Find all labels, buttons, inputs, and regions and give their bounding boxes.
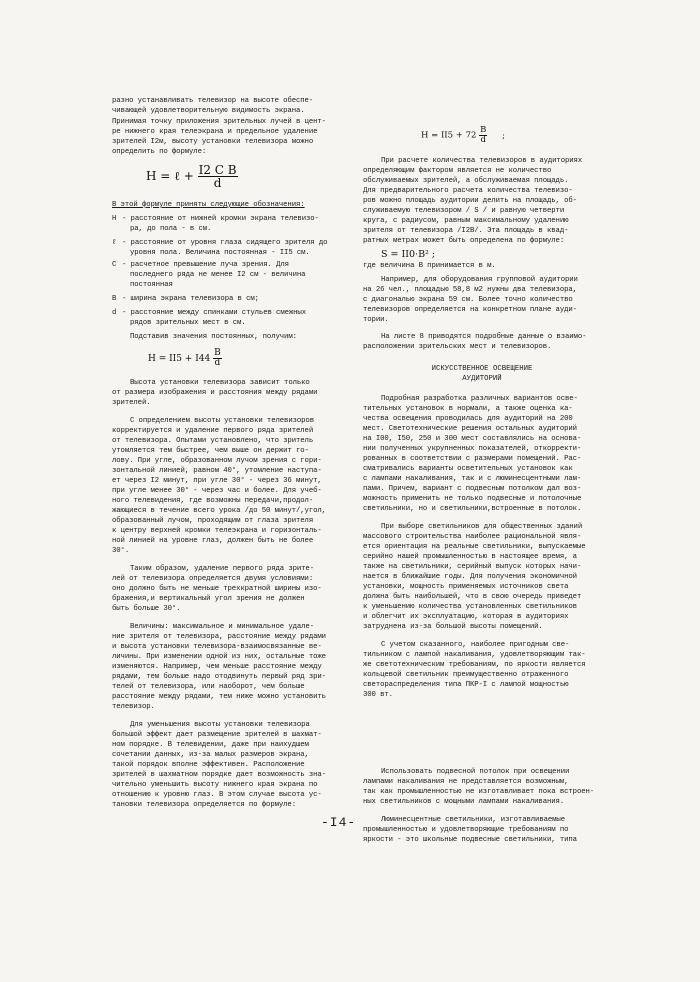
formula-tail: ; bbox=[502, 130, 505, 141]
formula-height bbox=[146, 164, 238, 189]
formula-fraction bbox=[213, 349, 222, 368]
section-heading: АУДИТОРИЙ bbox=[462, 375, 502, 383]
text-line: же светотехническим требованиям, по яркости является bbox=[363, 661, 586, 669]
text-line: ре нижнего края телеэкрана и предельное удаление bbox=[112, 128, 318, 136]
text-line: ние зрителя от телевизора, расстояние между рядами bbox=[112, 633, 326, 641]
text-line: личины. При изменении одной из них, остальные тоже bbox=[112, 653, 326, 661]
notation-intro: В этой формуле приняты следующие обозначения: bbox=[112, 201, 305, 209]
text-line: С учетом сказанного, наиболее пригодным све- bbox=[381, 641, 570, 649]
text-line: светильники, но и светильники,встроенные в потолок. bbox=[363, 505, 582, 513]
text-line: определить по формуле: bbox=[112, 148, 207, 156]
text-line: промышленностью и удовлетворяющие требованиям по bbox=[363, 826, 569, 834]
text-line: также на светильники, серийный выпуск которых начи- bbox=[363, 563, 582, 571]
formula-fraction bbox=[198, 164, 238, 189]
text-line: При выборе светильников для общественных зданий bbox=[381, 523, 583, 531]
text-line: зонтальной линией, равном 40°, утомление наступа- bbox=[112, 467, 322, 475]
text-line: установки, мощность применяемых источников света bbox=[363, 583, 569, 591]
text-line: пами. Причем, вариант с подвесным потолком дал воз- bbox=[363, 485, 582, 493]
formula-area: S = II0·B² ; bbox=[381, 249, 436, 260]
text-line: от телевизора. Опытами установлено, что зритель bbox=[112, 437, 314, 445]
text-line: нается в ближайшие годы. Для получения экономичной bbox=[363, 573, 577, 581]
formula-numerator: I2 C B bbox=[198, 163, 237, 177]
def-symbol: d bbox=[112, 309, 117, 317]
formula-lhs: H = ℓ + bbox=[146, 169, 198, 183]
text-line: Подробная разработка различных вариантов осве- bbox=[381, 395, 578, 403]
text-line: ется ориентация на реальные светильники, выпускаемые bbox=[363, 543, 586, 551]
section-heading: ИСКУССТВЕННОЕ ОСВЕЩЕНИЕ bbox=[431, 365, 533, 373]
text-line: зрителя от телевизора /I2B/. Эта площадь в квад- bbox=[363, 227, 569, 235]
text-line: рованных в соответствии с размерами помещений. Рас- bbox=[363, 455, 582, 463]
text-line: на 26 чел., площадью 58,8 м2 нужны два телевизора, bbox=[363, 286, 577, 294]
def-text: постоянная bbox=[130, 281, 173, 289]
text-line: и высота установки телевизора-взаимосвязанные ве- bbox=[112, 643, 322, 651]
text-line: нии полученных укрупненных показателей, откорректи- bbox=[363, 445, 582, 453]
text-line: 300 вт. bbox=[363, 691, 393, 699]
text-line: мест. Светотехнические решения остальных аудиторий bbox=[363, 425, 577, 433]
text-line: светораспределения типа ПКР-I с лампой мощностью bbox=[363, 681, 569, 689]
formula-denominator: d bbox=[214, 358, 221, 368]
text-line: определяющим фактором является не количество bbox=[363, 167, 552, 175]
text-line: телей от телевизора, или наоборот, чем больше bbox=[112, 683, 305, 691]
def-symbol: B bbox=[112, 295, 117, 303]
text-line: зрителей. bbox=[112, 399, 151, 407]
text-line: ратных метрах может быть определена по формуле: bbox=[363, 237, 565, 245]
def-text: - расстояние от нижней кромки экрана телевизо- bbox=[122, 215, 319, 223]
text-line: С определением высоты установки телевизоров bbox=[130, 417, 314, 425]
text-line: Высота установки телевизора зависит только bbox=[130, 379, 310, 387]
text-line: рядами, тем больше надо отодвинуть первый ряд зри- bbox=[112, 673, 326, 681]
text-line: где величина B принимается в м. bbox=[363, 262, 496, 270]
text-line: серийно нашей промышленностью в настоящее время, а bbox=[363, 553, 577, 561]
text-line: такой порядок вполне эффективен. Расположение bbox=[112, 761, 305, 769]
text-line: чивающей удовлетворительную видимость экрана. bbox=[112, 107, 305, 115]
text-line: расположении зрительских мест и телевизоров. bbox=[363, 343, 552, 351]
def-symbol: C bbox=[112, 261, 117, 269]
def-text: - расстояние между спинками стульев смежных bbox=[122, 309, 306, 317]
text-line: Величины: максимальное и минимальное удале- bbox=[130, 623, 314, 631]
text-line: и облегчит их эксплуатацию, которая в аудиториях bbox=[363, 613, 569, 621]
text-line: ного телевидения, где возможны передачи,продол- bbox=[112, 497, 314, 505]
text-line: обслуживаемых зрителей, а обслуживаемая площадь. bbox=[363, 177, 569, 185]
text-line: тановки телевизора определяется по формуле: bbox=[112, 801, 296, 809]
text-line: тительных установок в нормали, а также оценка ка- bbox=[363, 405, 573, 413]
text-line: от размера изображения и расстояния между рядами bbox=[112, 389, 318, 397]
text-line: затруднена из-за большой высоты помещений. bbox=[363, 623, 543, 631]
page-number: -I4- bbox=[321, 815, 357, 830]
text-line: зрителей в шахматном порядке дает возможность зна- bbox=[112, 771, 326, 779]
text-line: жающиеся в течение всего урока /до 50 минут/,угол, bbox=[112, 507, 326, 515]
text-line: На листе 8 приводятся подробные данные о взаимо- bbox=[381, 333, 587, 341]
text-line: Например, для оборудования групповой аудитории bbox=[381, 276, 578, 284]
formula-lhs: H = II5 + I44 bbox=[148, 354, 214, 364]
formula-denominator: d bbox=[480, 134, 486, 145]
text-line: изменяются. Например, чем меньше расстояние между bbox=[112, 663, 322, 671]
text-line: зрителей I2м, высоту установки телевизора можно bbox=[112, 138, 314, 146]
text-line: большой эффект дает размещение зрителей в шахмат- bbox=[112, 731, 322, 739]
def-text: - расчетное превышение луча зрения. Для bbox=[122, 261, 289, 269]
text-line: ном порядке. В телевидении, даже при наихудшем bbox=[112, 741, 309, 749]
text-line: ных светильников с мощными лампами накаливания. bbox=[363, 798, 565, 806]
text-line: должна быть наибольшей, что в свою очередь приведет bbox=[363, 593, 582, 601]
def-symbol: H bbox=[112, 215, 117, 223]
text-line: быть больше 30°. bbox=[112, 605, 181, 613]
text-line: яркости - это школьные подвесные светильники, типа bbox=[363, 836, 577, 844]
text-line: лампами накаливания не представляется возможным, bbox=[363, 778, 569, 786]
text-line: Для предварительного расчета количества телевизо- bbox=[363, 187, 573, 195]
text-line: при угле менее 30° - через час и более. Для учеб- bbox=[112, 487, 322, 495]
formula-height-3 bbox=[421, 126, 505, 144]
formula-denominator: d bbox=[213, 176, 222, 190]
text-line: сматривались варианты осветительных установок как bbox=[363, 465, 573, 473]
def-text: - ширина экрана телевизора в см; bbox=[122, 295, 259, 303]
def-symbol: ℓ bbox=[112, 239, 117, 247]
text-line: тории. bbox=[363, 316, 389, 324]
text-line: к центру верхней кромки телеэкрана и горизонталь- bbox=[112, 527, 322, 535]
formula-height-2 bbox=[148, 349, 222, 368]
text-line: Использовать подвесной потолок при освещении bbox=[381, 768, 570, 776]
def-text: - расстояние от уровня глаза сидящего зрителя до bbox=[122, 239, 328, 247]
text-line: Для уменьшения высоты установки телевизора bbox=[130, 721, 310, 729]
text-line: кольцевой светильник преимущественно отраженного bbox=[363, 671, 569, 679]
formula-lhs: H = II5 + 72 bbox=[421, 130, 480, 141]
text-line: чительно уменьшить высоту нижнего края экрана по bbox=[112, 781, 318, 789]
text-line: лову. При угле, образованном лучом зрения с гори- bbox=[112, 457, 322, 465]
text-line: корректируется и удаление первого ряда зрителей bbox=[112, 427, 314, 435]
text-line: расстояние между рядами, тем ниже можно установить bbox=[112, 693, 326, 701]
text-line: с лампами накаливания, так и с люминесцентными лам- bbox=[363, 475, 582, 483]
text-line: круга, с радиусом, равным максимальному удалению bbox=[363, 217, 569, 225]
def-text: уровня пола. Величина постоянная - II5 см. bbox=[130, 249, 310, 257]
text-line: образованный лучом, проходящим от глаза зрителя bbox=[112, 517, 314, 525]
text-line: ет через I2 минут, при угле 30° - через 36 минут, bbox=[112, 477, 322, 485]
text-line: сочетании данных, из-за малых размеров экрана, bbox=[112, 751, 309, 759]
text-line: 30°. bbox=[112, 547, 130, 555]
text-line: можность применить не только подвесные и потолочные bbox=[363, 495, 582, 503]
text-line: оно должно быть не меньше трехкратной ширины изо- bbox=[112, 585, 322, 593]
text-line: чества освещения проводилась для аудиторий на 200 bbox=[363, 415, 573, 423]
text-line: ной линией на уровне глаз, должен быть не более bbox=[112, 537, 314, 545]
formula-numerator: B bbox=[214, 348, 221, 358]
text-line: массового строительства наиболее рациональной явля- bbox=[363, 533, 582, 541]
substitute-line: Подставив значения постоянных, получим: bbox=[130, 333, 297, 341]
text-line: телевизор. bbox=[112, 703, 155, 711]
formula-fraction bbox=[479, 126, 487, 144]
def-text: последнего ряда не менее I2 см - величина bbox=[130, 271, 306, 279]
text-line: на I00, I50, 250 и 300 мест составлялись на основа- bbox=[363, 435, 582, 443]
text-line: служиваемую телевизором / S / и равную четверти bbox=[363, 207, 565, 215]
formula-numerator: B bbox=[480, 125, 487, 135]
text-line: ров можно площадь аудитории делить на площадь, об- bbox=[363, 197, 577, 205]
text-line: Люминесцентные светильники, изготавливаемые bbox=[381, 816, 565, 824]
text-line: к уменьшению количества установленных светильников bbox=[363, 603, 577, 611]
text-line: лей от телевизора определяется двумя условиями: bbox=[112, 575, 314, 583]
def-text: ра, до пола - в см. bbox=[130, 225, 212, 233]
text-line: с диагональю экрана 59 см. Более точно количество bbox=[363, 296, 573, 304]
text-line: отношению к уровню глаз. В этом случае высота ус- bbox=[112, 791, 322, 799]
text-line: так как промышленностью не изготавливает пока встроен- bbox=[363, 788, 595, 796]
def-text: рядов зрительных мест в см. bbox=[130, 319, 246, 327]
text-line: тильником с лампой накаливания, удовлетворяющим так- bbox=[363, 651, 586, 659]
text-line: Принимая точку приложения зрительных лучей в цент- bbox=[112, 118, 326, 126]
text-line: При расчете количества телевизоров в аудиториях bbox=[381, 157, 583, 165]
text-line: Таким образом, удаление первого ряда зрите- bbox=[130, 565, 314, 573]
text-line: бражения,и вертикальный угол зрения не должен bbox=[112, 595, 305, 603]
text-line: утомляется тем быстрее, чем выше он держит го- bbox=[112, 447, 309, 455]
text-line: телевизоров определяется на конкретном плане ауди- bbox=[363, 306, 577, 314]
text-line: разно устанавливать телевизор на высоте обеспе- bbox=[112, 97, 314, 105]
